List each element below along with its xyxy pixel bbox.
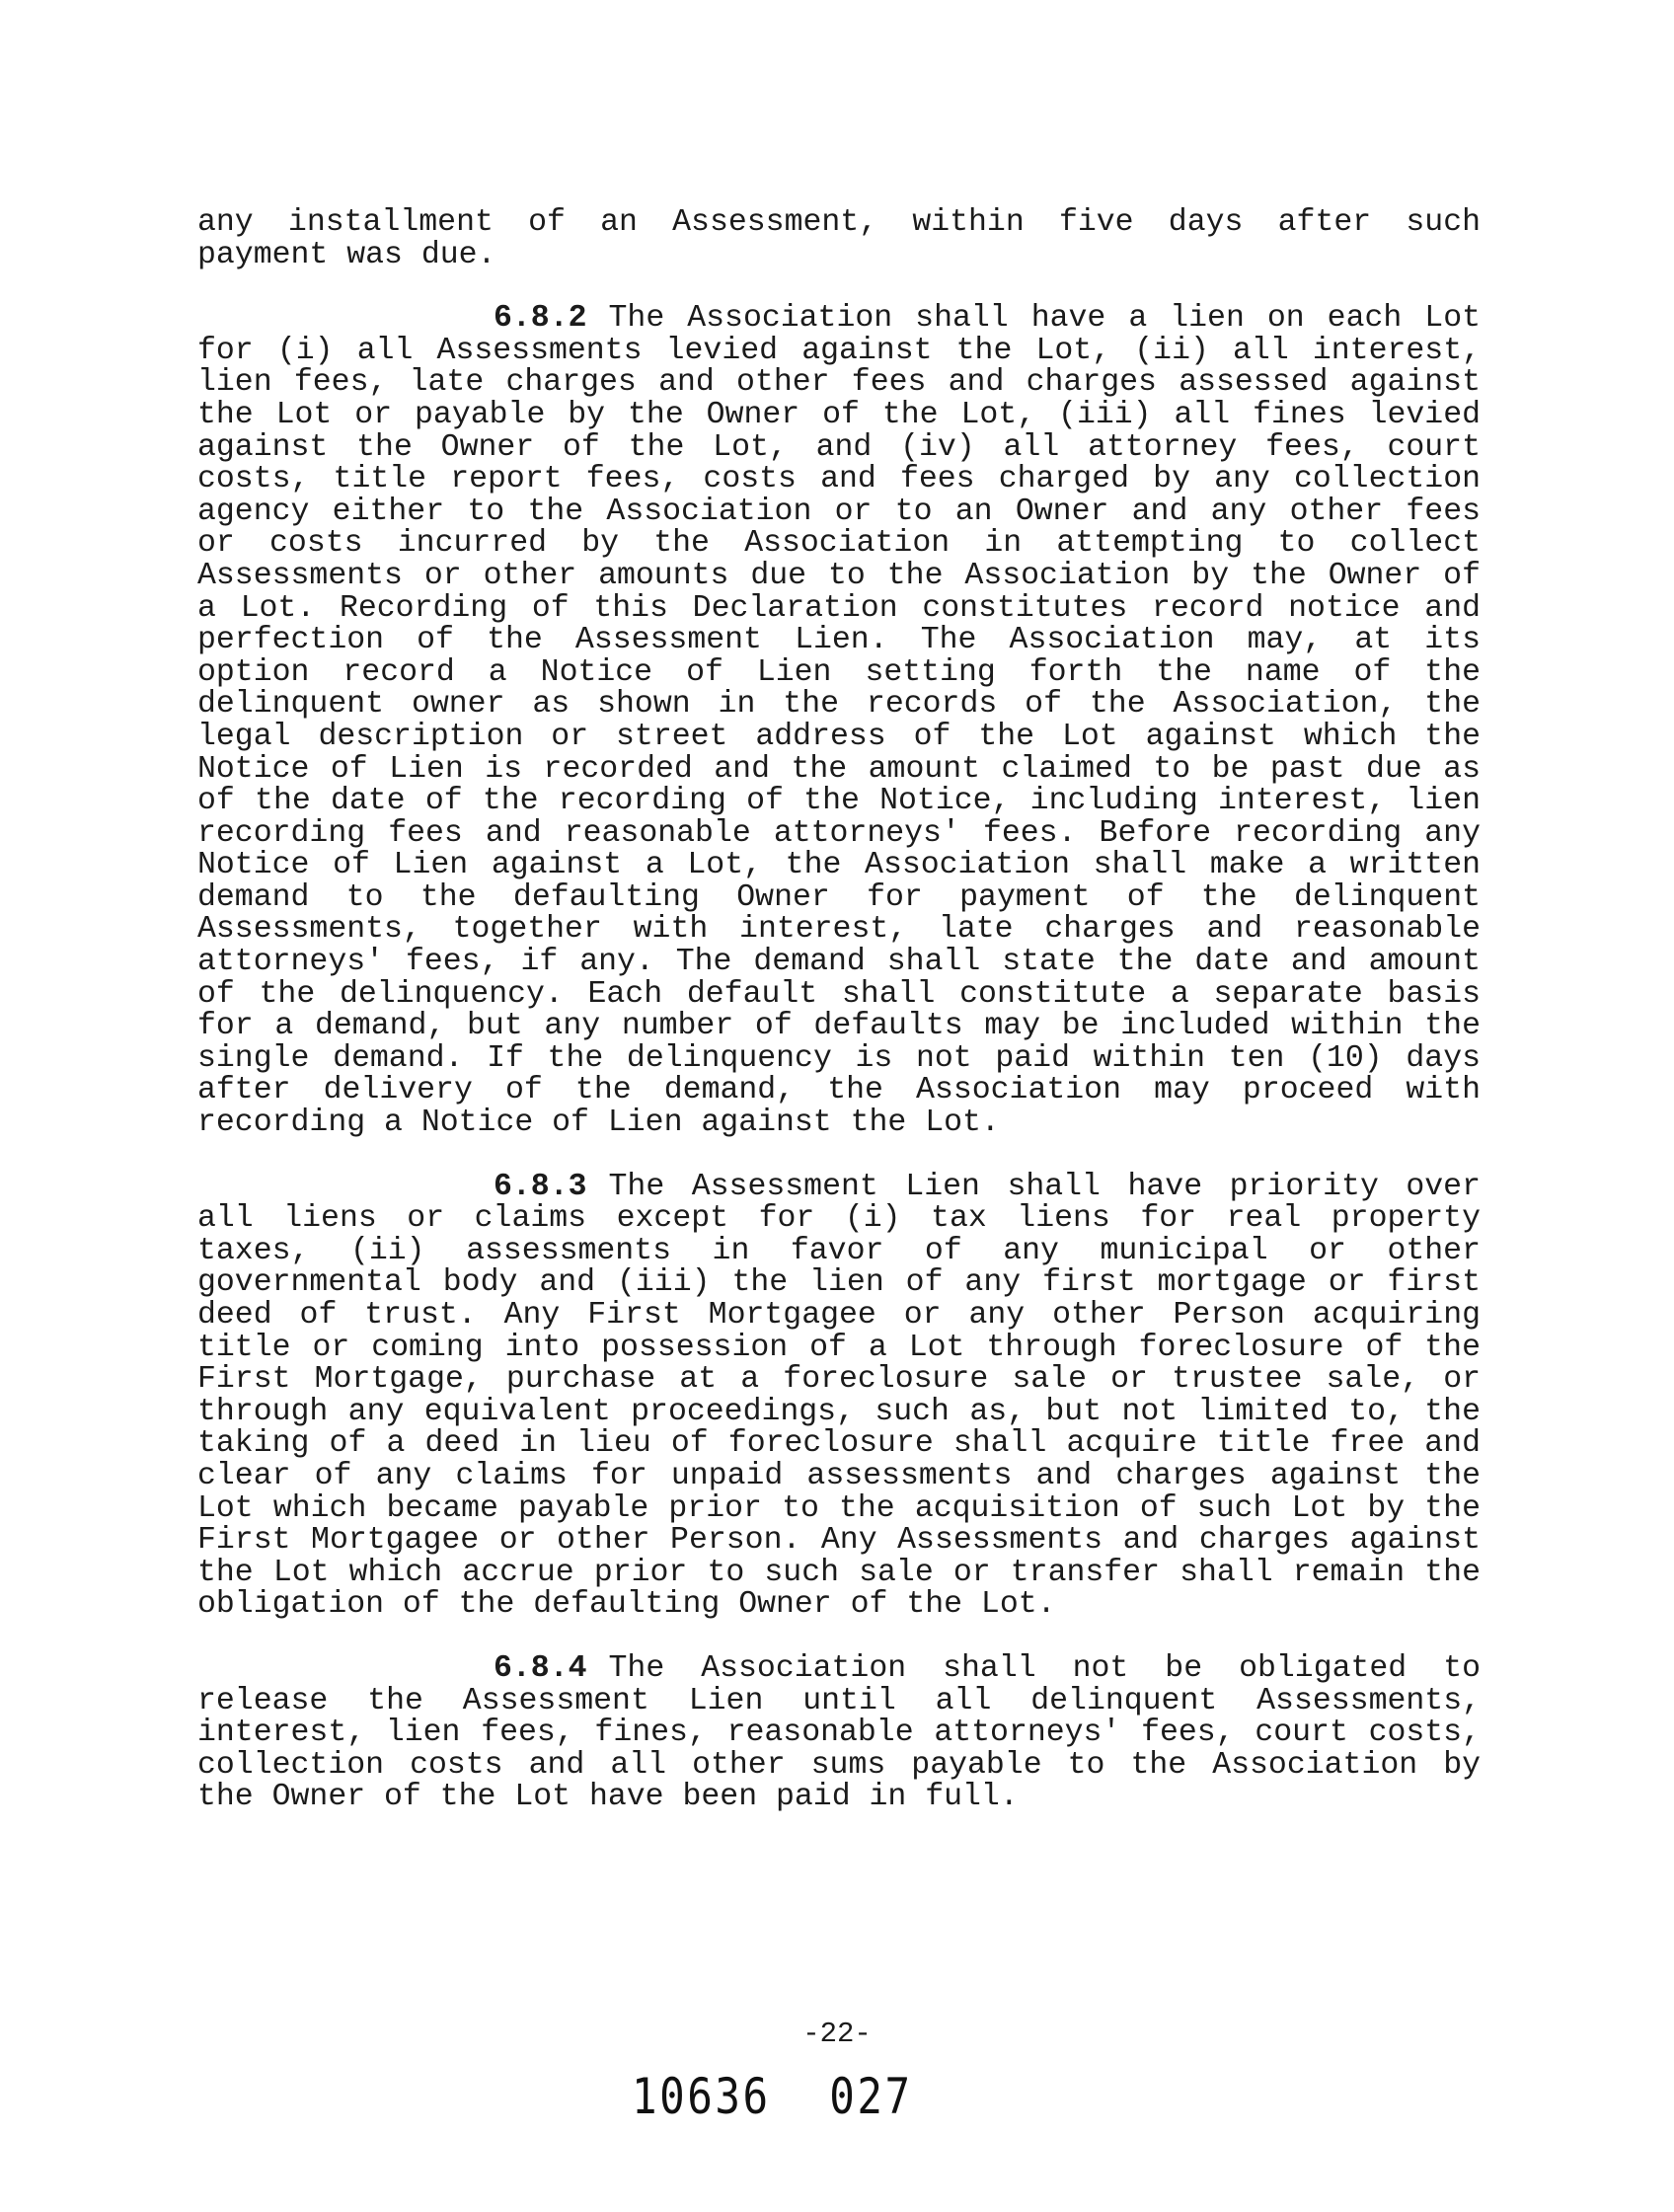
continuation-paragraph: any installment of an Assessment, within five days after such payment was due.: [197, 205, 1481, 272]
section-paragraph: [197, 303, 1481, 1139]
recording-stamp: [632, 2068, 913, 2125]
section-number: 6.8.4: [494, 1650, 587, 1686]
section-text: The Association shall not be obligated to release the Assessment Lien until all delinquent Assessments, interest, lien fees, fines, reasonable attorneys' fees, court costs, collection costs and all other sums payable to the Association by the Owner of the Lot have been paid in full.: [197, 1650, 1481, 1815]
recording-page-number: 027: [829, 2068, 913, 2125]
section-6-8-4: [197, 1650, 1481, 1815]
section-6-8-2: [197, 303, 1481, 1139]
recording-book-number: 10636: [632, 2068, 771, 2125]
section-text: The Assessment Lien shall have priority over all liens or claims except for (i) tax liens for real property taxes, (ii) assessments in favor of any municipal or other governmental body and (iii) the lien of any first mortgage or first deed of trust. Any First Mortgagee or any other Person acquiring title or coming into possession of a Lot through foreclosure of the First Mortgage, purchase at a foreclosure sale or trustee sale, or through any equivalent proceedings, such as, but not limited to, the taking of a deed in lieu of foreclosure shall acquire title free and clear of any claims for unpaid assessments and charges against the Lot which became payable prior to the acquisition of such Lot by the First Mortgagee or other Person. Any Assessments and charges against the Lot which accrue prior to such sale or transfer shall remain the obligation of the defaulting Owner of the Lot.: [197, 1169, 1481, 1623]
section-paragraph: [197, 1650, 1481, 1815]
page-number: -22-: [802, 2018, 872, 2050]
section-number: 6.8.3: [494, 1169, 587, 1204]
section-paragraph: [197, 1169, 1481, 1623]
section-number: 6.8.2: [494, 301, 587, 337]
document-body: [197, 207, 1481, 1846]
section-6-8-3: [197, 1169, 1481, 1623]
section-text: The Association shall have a lien on each Lot for (i) all Assessments levied against the Lot, (ii) all interest, lien fees, late charges and other fees and charges assessed against the Lot or payable by the Owner of the Lot, (iii) all fines levied against the Owner of the Lot, and (iv) all attorney fees, court costs, title report fees, costs and fees charged by any collection agency either to the Association or to an Owner and any other fees or costs incurred by the Association in attempting to collect Assessments or other amounts due to the Association by the Owner of a Lot. Recording of this Declaration constitutes record notice and perfection of the Assessment Lien. The Association may, at its option record a Notice of Lien setting forth the name of the delinquent owner as shown in the records of the Association, the legal description or street address of the Lot against which the Notice of Lien is recorded and the amount claimed to be past due as of the date of the recording of the Notice, including interest, lien recording fees and reasonable attorneys' fees. Before recording any Notice of Lien against a Lot, the Association shall make a written demand to the defaulting Owner for payment of the delinquent Assessments, together with interest, late charges and reasonable attorneys' fees, if any. The demand shall state the date and amount of the delinquency. Each default shall constitute a separate basis for a demand, but any number of defaults may be included within the single demand. If the delinquency is not paid within ten (10) days after delivery of the demand, the Association may proceed with recording a Notice of Lien against the Lot.: [197, 301, 1481, 1141]
